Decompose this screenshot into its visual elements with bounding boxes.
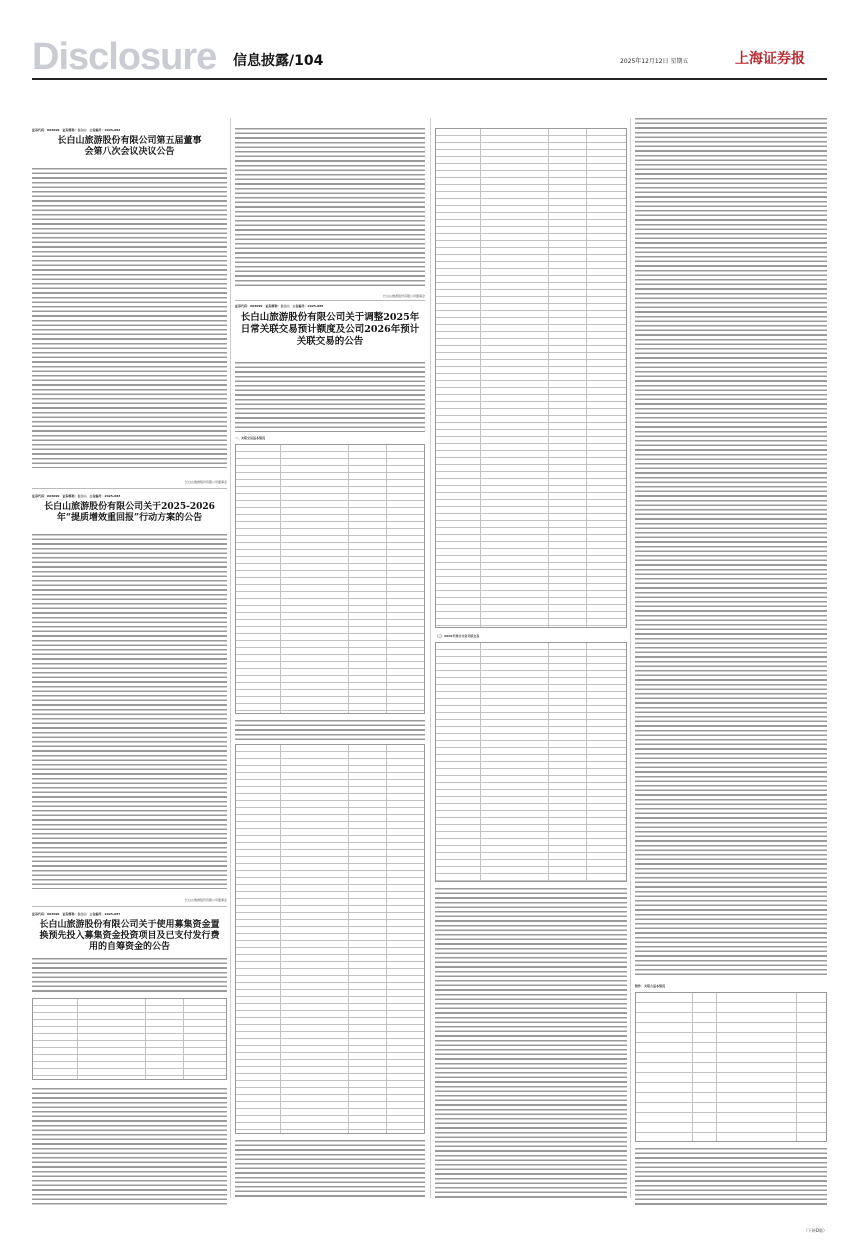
article-title: 长白山旅游股份有限公司关于调整2025年日常关联交易预计额度及公司2026年预计关联交易的公告 — [240, 312, 420, 347]
article-body — [635, 1148, 827, 1208]
table-caption: 附件：关联方基本情况 — [635, 984, 666, 988]
page-header — [0, 0, 857, 86]
related-party-details — [635, 118, 827, 1218]
page-footer: （下转D版） — [803, 1228, 827, 1233]
forecast-2026-table — [435, 642, 627, 882]
article-body — [32, 958, 227, 992]
article-body — [235, 128, 425, 288]
table-caption: 一、关联交易基本情况 — [235, 436, 266, 440]
fund-table — [32, 998, 227, 1080]
article-code: 证券代码：603099 证券简称：长白山 公告编号：2025-082 — [32, 128, 121, 132]
newspaper-logo: 上海证券报 — [735, 51, 805, 67]
announcement-board-resolution — [32, 128, 227, 488]
article-divider — [235, 300, 425, 301]
table-caption: （三）2026年预计日常关联交易 — [435, 634, 480, 638]
article-body — [235, 362, 425, 432]
column-divider — [630, 118, 631, 1198]
article-code: 证券代码：603099 证券简称：长白山 公告编号：2025-087 — [32, 912, 121, 916]
article-title: 长白山旅游股份有限公司第五届董事会第八次会议决议公告 — [57, 136, 202, 158]
article-code: 证券代码：603099 证券简称：长白山 公告编号：2025-083 — [32, 494, 121, 498]
article-divider — [32, 488, 227, 489]
article-body — [435, 888, 627, 1198]
section-title: 信息披露/104 — [233, 53, 324, 69]
article-body — [32, 534, 227, 889]
article-body — [32, 1088, 227, 1206]
transaction-table-column — [435, 128, 627, 1208]
annual-forecast-table — [435, 128, 627, 628]
article-signature: 长白山旅游股份有限公司董事会 — [184, 897, 227, 902]
issue-date: 2025年12月12日 星期五 — [620, 58, 689, 65]
article-divider — [32, 906, 227, 907]
article-body — [635, 118, 827, 978]
article-signature: 长白山旅游股份有限公司董事会 — [382, 293, 425, 298]
related-transaction-table-2 — [235, 744, 425, 1134]
column-divider — [430, 118, 431, 1198]
article-body — [235, 720, 425, 740]
masthead: Disclosure — [32, 36, 217, 78]
related-transaction-table — [235, 444, 425, 714]
announcement-action-plan — [32, 494, 227, 904]
article-body — [235, 1140, 425, 1200]
announcement-related-transactions — [235, 304, 425, 1204]
column-divider — [230, 118, 231, 1198]
announcement-fund-replacement — [32, 912, 227, 1212]
article-signature: 长白山旅游股份有限公司董事会 — [184, 479, 227, 484]
announcement-continuation — [235, 128, 425, 298]
article-title: 长白山旅游股份有限公司关于使用募集资金置换预先投入募集资金投资项目及已支付发行费用的自筹资金的公告 — [39, 920, 220, 953]
article-code: 证券代码：603099 证券简称：长白山 公告编号：2025-085 — [235, 304, 324, 308]
article-title: 长白山旅游股份有限公司关于2025-2026年“提质增效重回报”行动方案的公告 — [44, 502, 215, 524]
related-party-table — [635, 992, 827, 1142]
header-rule — [32, 78, 827, 80]
article-body — [32, 168, 227, 468]
